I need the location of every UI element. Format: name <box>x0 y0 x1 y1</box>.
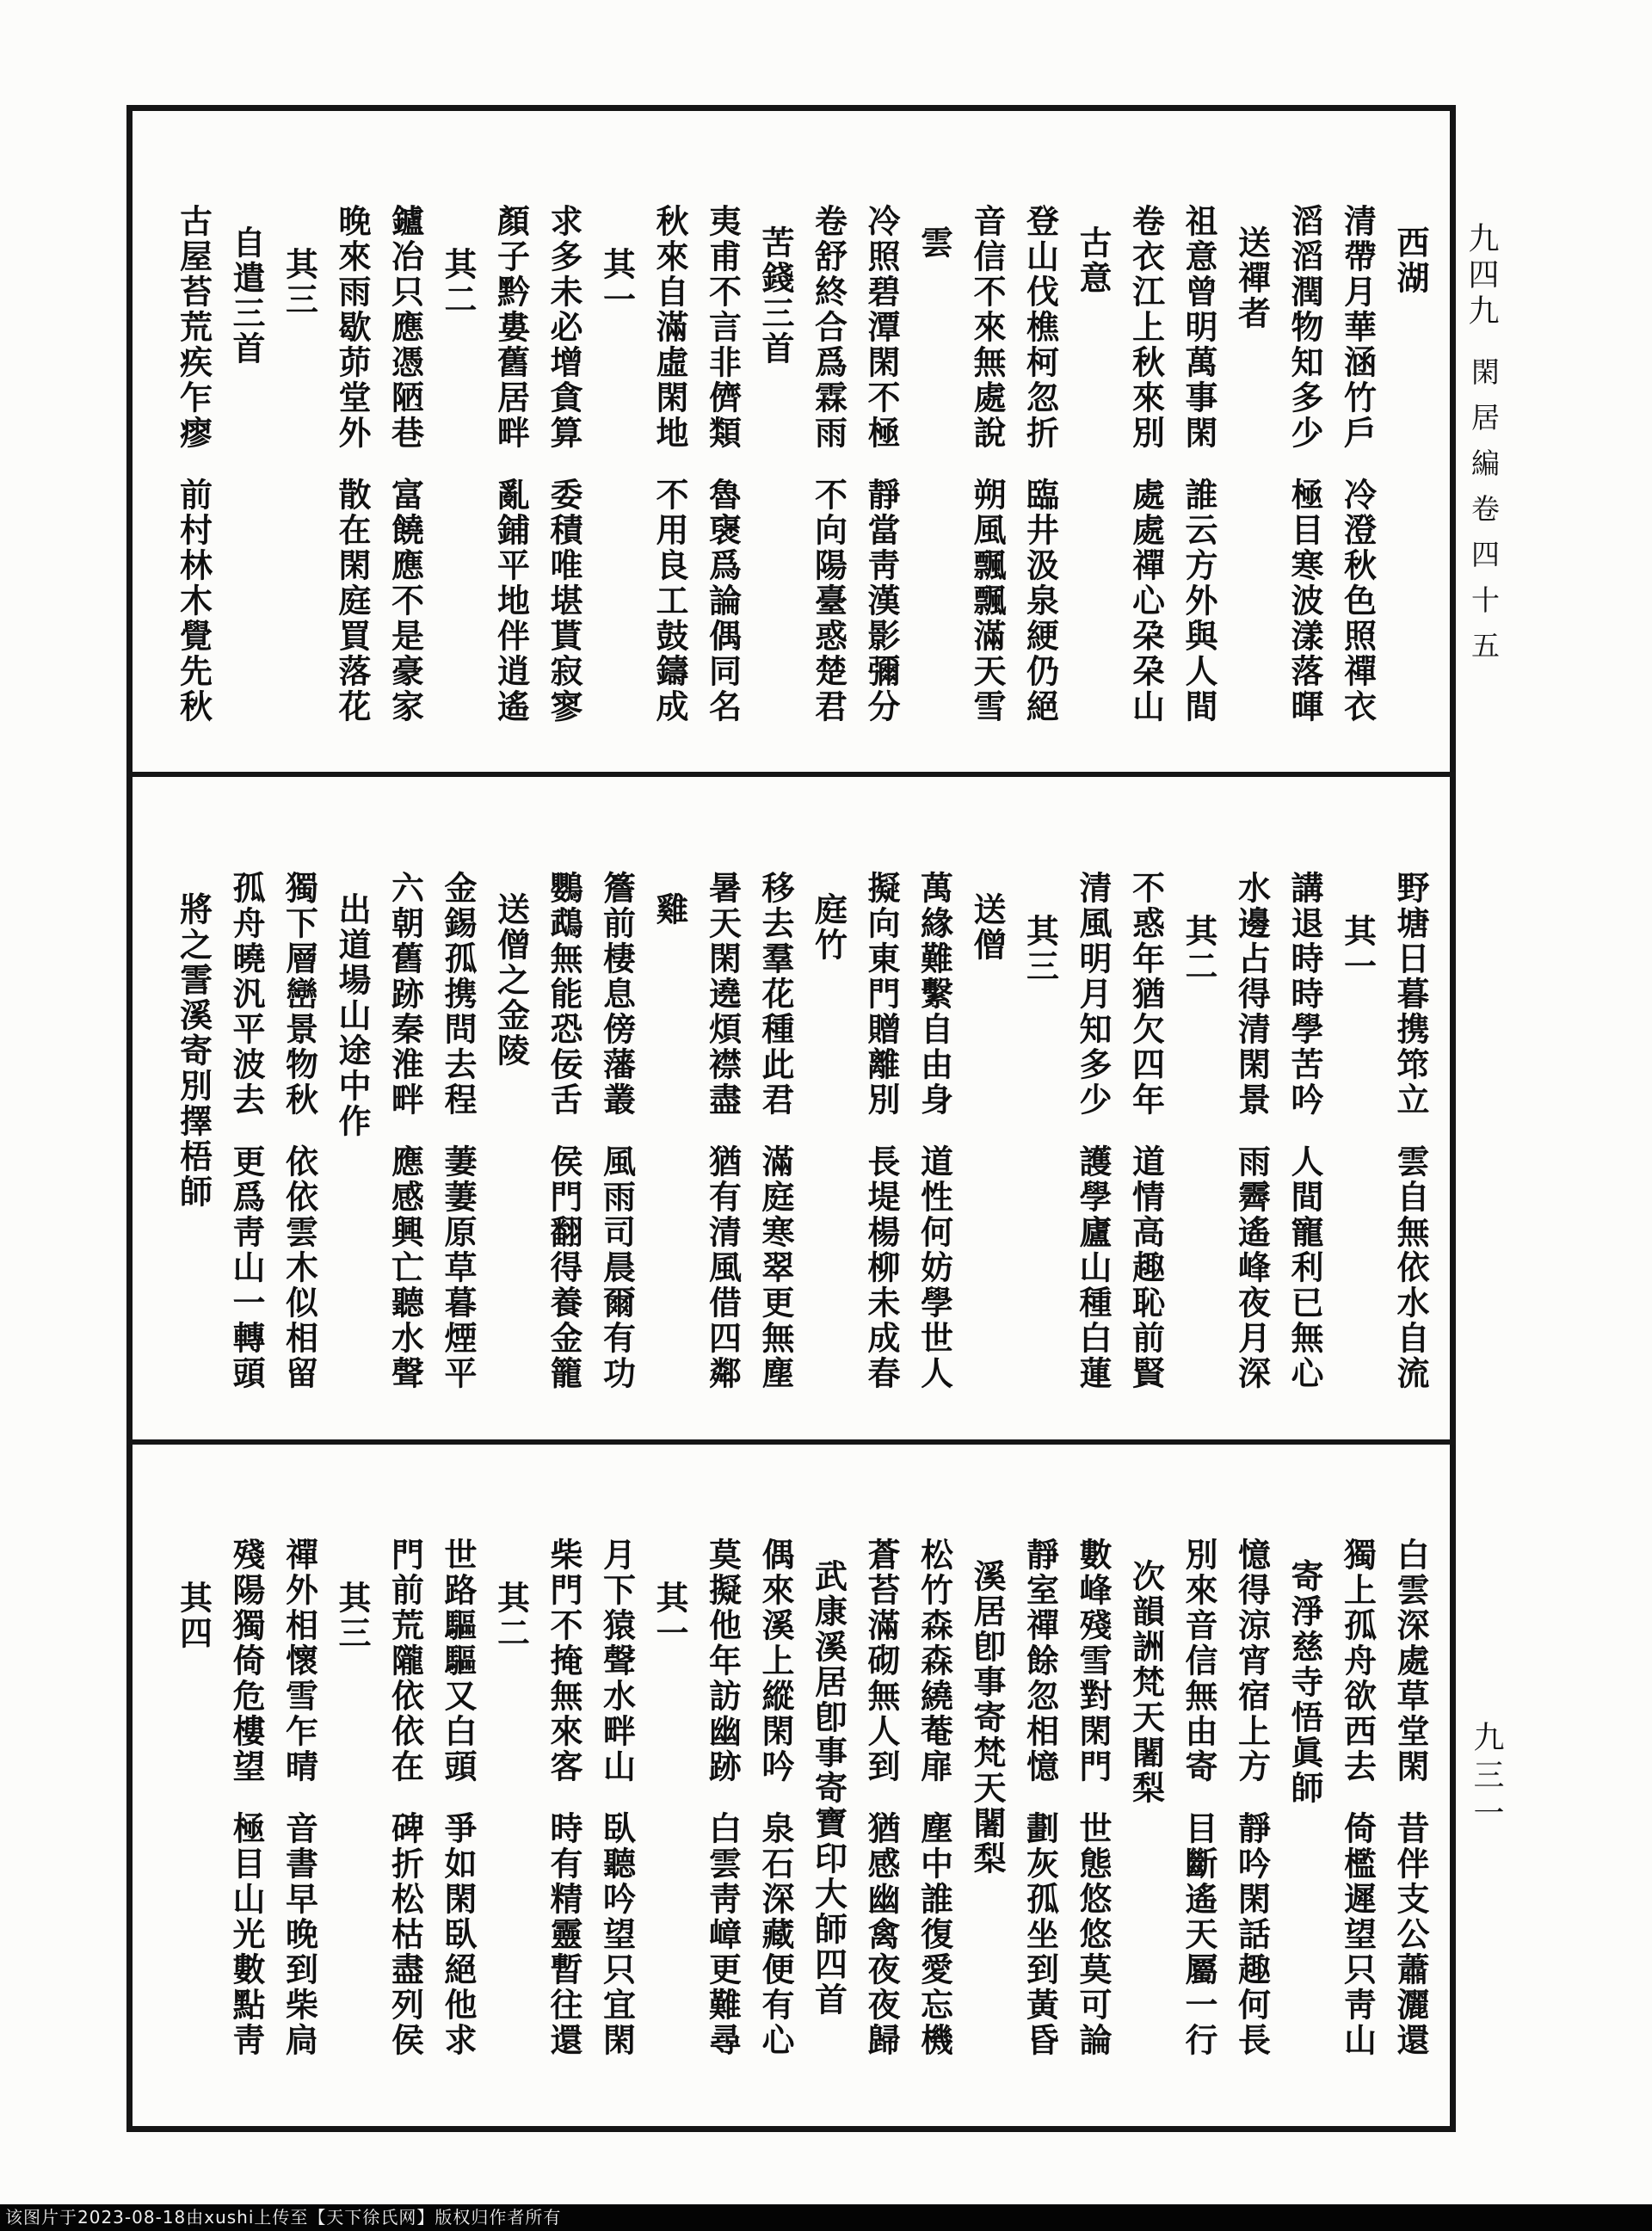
poem-number-label: 其三 <box>280 247 317 317</box>
verse-upper: 卷舒終合爲霖雨 <box>809 204 846 451</box>
verse-lower: 臥聽吟望只宜閑 <box>597 1811 634 2058</box>
verse-upper: 獨上孤舟欲西去 <box>1338 1538 1375 1784</box>
verse-upper: 松竹森森繞菴扉 <box>915 1538 952 1784</box>
verse-lower: 風雨司晨爾有功 <box>597 1144 634 1391</box>
poem-number-label: 其三 <box>333 1581 369 1651</box>
verse-upper: 清風明月知多少 <box>1074 871 1110 1118</box>
poem-number-label: 其二 <box>491 1581 528 1651</box>
verse-lower: 朔風飄飄滿天雪 <box>968 478 1004 724</box>
poem-title: 送僧之金陵 <box>491 892 528 1069</box>
verse-lower: 亂鋪平地伴逍遙 <box>491 478 528 724</box>
verse-lower: 冷澄秋色照禪衣 <box>1338 478 1375 724</box>
verse-lower: 滿庭寒翠更無塵 <box>756 1144 792 1391</box>
verse-upper: 憶得涼宵宿上方 <box>1232 1538 1269 1784</box>
poem-title: 送僧 <box>968 892 1004 963</box>
verse-upper: 晚來雨歇茆堂外 <box>333 204 369 451</box>
verse-upper: 世路驅驅又白頭 <box>439 1538 475 1784</box>
verse-lower: 極目山光數點靑 <box>227 1811 263 2058</box>
verse-lower: 不用良工鼓鑄成 <box>650 478 687 724</box>
poem-title: 西湖 <box>1391 225 1427 296</box>
verse-lower: 爭如閑臥絕他求 <box>439 1811 475 2058</box>
poem-number-label: 其二 <box>1180 914 1216 984</box>
poem-title: 將之霅溪寄別擇梧師 <box>174 892 211 1210</box>
verse-lower: 目斷遙天屬一行 <box>1180 1811 1216 2058</box>
verse-lower: 世態悠悠莫可論 <box>1074 1811 1110 2058</box>
volume-title: 閑居編卷四十五 <box>1467 357 1498 676</box>
verse-lower: 音書早晚到柴扃 <box>280 1811 317 2058</box>
verse-upper: 顏子黔婁舊居畔 <box>491 204 528 451</box>
verse-upper: 靜室禪餘忽相憶 <box>1020 1538 1057 1784</box>
verse-upper: 祖意曾明萬事閑 <box>1180 204 1216 451</box>
verse-upper: 蒼苔滿砌無人到 <box>862 1538 898 1784</box>
poem-title: 次韻詶梵天闍梨 <box>1126 1559 1163 1806</box>
page-number: 九三一 <box>1470 1721 1504 1834</box>
verse-lower: 前村林木覺先秋 <box>174 478 211 724</box>
verse-lower: 昔伴支公蕭灑還 <box>1391 1811 1427 2058</box>
verse-upper: 柴門不掩無來客 <box>545 1538 581 1784</box>
verse-lower: 誰云方外與人間 <box>1180 478 1216 724</box>
verse-lower: 倚檻遲望只靑山 <box>1338 1811 1375 2058</box>
verse-upper: 不惑年猶欠四年 <box>1126 871 1163 1118</box>
verse-upper: 別來音信無由寄 <box>1180 1538 1216 1784</box>
verse-lower: 雲自無依水自流 <box>1391 1144 1427 1391</box>
verse-upper: 鑪冶只應憑陋巷 <box>385 204 422 451</box>
register-divider <box>126 772 1456 777</box>
verse-lower: 泉石深藏便有心 <box>756 1811 792 2058</box>
verse-upper: 莫擬他年訪幽跡 <box>703 1538 740 1784</box>
poem-number-label: 其三 <box>1020 914 1057 984</box>
verse-upper: 古屋苔荒疾乍瘳 <box>174 204 211 451</box>
verse-lower: 富饒應不是豪家 <box>385 478 422 724</box>
verse-lower: 白雲靑嶂更難尋 <box>703 1811 740 2058</box>
verse-upper: 殘陽獨倚危樓望 <box>227 1538 263 1784</box>
verse-lower: 人間寵利已無心 <box>1285 1144 1322 1391</box>
verse-upper: 求多未必增貪算 <box>545 204 581 451</box>
poem-title: 苦錢三首 <box>756 225 792 367</box>
verse-lower: 猶感幽禽夜夜歸 <box>862 1811 898 2058</box>
verse-lower: 處處禪心朶朶山 <box>1126 478 1163 724</box>
verse-upper: 獨下層巒景物秋 <box>280 871 317 1118</box>
verse-upper: 移去羣花種此君 <box>756 871 792 1118</box>
verse-upper: 門前荒隴依依在 <box>385 1538 422 1784</box>
verse-upper: 六朝舊跡秦淮畔 <box>385 871 422 1118</box>
verse-lower: 魯襃爲論偶同名 <box>703 478 740 724</box>
verse-upper: 簷前棲息傍藩叢 <box>597 871 634 1118</box>
poem-number-label: 其二 <box>439 247 475 317</box>
verse-lower: 猶有清風借四鄰 <box>703 1144 740 1391</box>
verse-upper: 月下猿聲水畔山 <box>597 1538 634 1784</box>
register-divider <box>126 1439 1456 1445</box>
verse-lower: 不向陽臺惑楚君 <box>809 478 846 724</box>
verse-upper: 卷衣江上秋來別 <box>1126 204 1163 451</box>
poem-title: 雲 <box>915 225 952 261</box>
verse-upper: 滔滔潤物知多少 <box>1285 204 1322 451</box>
verse-lower: 雨霽遙峰夜月深 <box>1232 1144 1269 1391</box>
verse-lower: 依依雲木似相留 <box>280 1144 317 1391</box>
verse-lower: 塵中誰復愛忘機 <box>915 1811 952 2058</box>
verse-lower: 長堤楊柳未成春 <box>862 1144 898 1391</box>
folio-number: 九四九 <box>1464 222 1499 330</box>
verse-lower: 護學廬山種白蓮 <box>1074 1144 1110 1391</box>
verse-lower: 靜當靑漢影彌分 <box>862 478 898 724</box>
verse-upper: 清帶月華涵竹戶 <box>1338 204 1375 451</box>
verse-lower: 萋萋原草暮煙平 <box>439 1144 475 1391</box>
verse-upper: 禪外相懷雪乍晴 <box>280 1538 317 1784</box>
poem-number-label: 其四 <box>174 1581 211 1651</box>
verse-upper: 野塘日暮携筇立 <box>1391 871 1427 1118</box>
verse-lower: 碑折松枯盡列侯 <box>385 1811 422 2058</box>
verse-lower: 侯門翻得養金籠 <box>545 1144 581 1391</box>
poem-number-label: 其一 <box>597 247 634 317</box>
poem-title: 雞 <box>650 892 687 928</box>
verse-upper: 擬向東門贈離別 <box>862 871 898 1118</box>
verse-upper: 講退時時學苦吟 <box>1285 871 1322 1118</box>
poem-title: 寄淨慈寺悟眞師 <box>1285 1559 1322 1806</box>
verse-upper: 夷甫不言非儕類 <box>703 204 740 451</box>
verse-lower: 極目寒波漾落暉 <box>1285 478 1322 724</box>
poem-number-label: 其一 <box>650 1581 687 1651</box>
poem-title: 武康溪居卽事寄寶印大師四首 <box>809 1559 846 2018</box>
verse-lower: 道情高趣恥前賢 <box>1126 1144 1163 1391</box>
verse-lower: 委積唯堪貰寂寥 <box>545 478 581 724</box>
verse-upper: 鸚鵡無能恐佞舌 <box>545 871 581 1118</box>
verse-upper: 孤舟曉汎平波去 <box>227 871 263 1118</box>
verse-upper: 數峰殘雪對閑門 <box>1074 1538 1110 1784</box>
verse-lower: 應感興亡聽水聲 <box>385 1144 422 1391</box>
verse-upper: 登山伐樵柯忽折 <box>1020 204 1057 451</box>
poem-title: 古意 <box>1074 225 1110 296</box>
poem-title: 庭竹 <box>809 892 846 963</box>
verse-upper: 萬緣難繫自由身 <box>915 871 952 1118</box>
verse-lower: 散在閑庭買落花 <box>333 478 369 724</box>
poem-title: 溪居卽事寄梵天闍梨 <box>968 1559 1004 1877</box>
verse-upper: 暑天閑遶煩襟盡 <box>703 871 740 1118</box>
verse-lower: 更爲靑山一轉頭 <box>227 1144 263 1391</box>
verse-upper: 秋來自滿虛閑地 <box>650 204 687 451</box>
verse-lower: 臨井汲泉綆仍絕 <box>1020 478 1057 724</box>
verse-lower: 劃灰孤坐到黃昏 <box>1020 1811 1057 2058</box>
verse-lower: 靜吟閑話趣何長 <box>1232 1811 1269 2058</box>
verse-upper: 冷照碧潭閑不極 <box>862 204 898 451</box>
verse-upper: 音信不來無處說 <box>968 204 1004 451</box>
verse-upper: 偶來溪上縱閑吟 <box>756 1538 792 1784</box>
verse-lower: 時有精靈暫往還 <box>545 1811 581 2058</box>
verse-lower: 道性何妨學世人 <box>915 1144 952 1391</box>
watermark-bar: 该图片于2023-08-18由xushi上传至【天下徐氏网】版权归作者所有 <box>0 2204 1652 2231</box>
poem-title: 送禪者 <box>1232 225 1269 331</box>
poem-title: 自遣三首 <box>227 225 263 367</box>
verse-upper: 金錫孤携問去程 <box>439 871 475 1118</box>
poem-number-label: 其一 <box>1338 914 1375 984</box>
verse-upper: 水邊占得清閑景 <box>1232 871 1269 1118</box>
poem-title: 出道場山途中作 <box>333 892 369 1139</box>
verse-upper: 白雲深處草堂閑 <box>1391 1538 1427 1784</box>
